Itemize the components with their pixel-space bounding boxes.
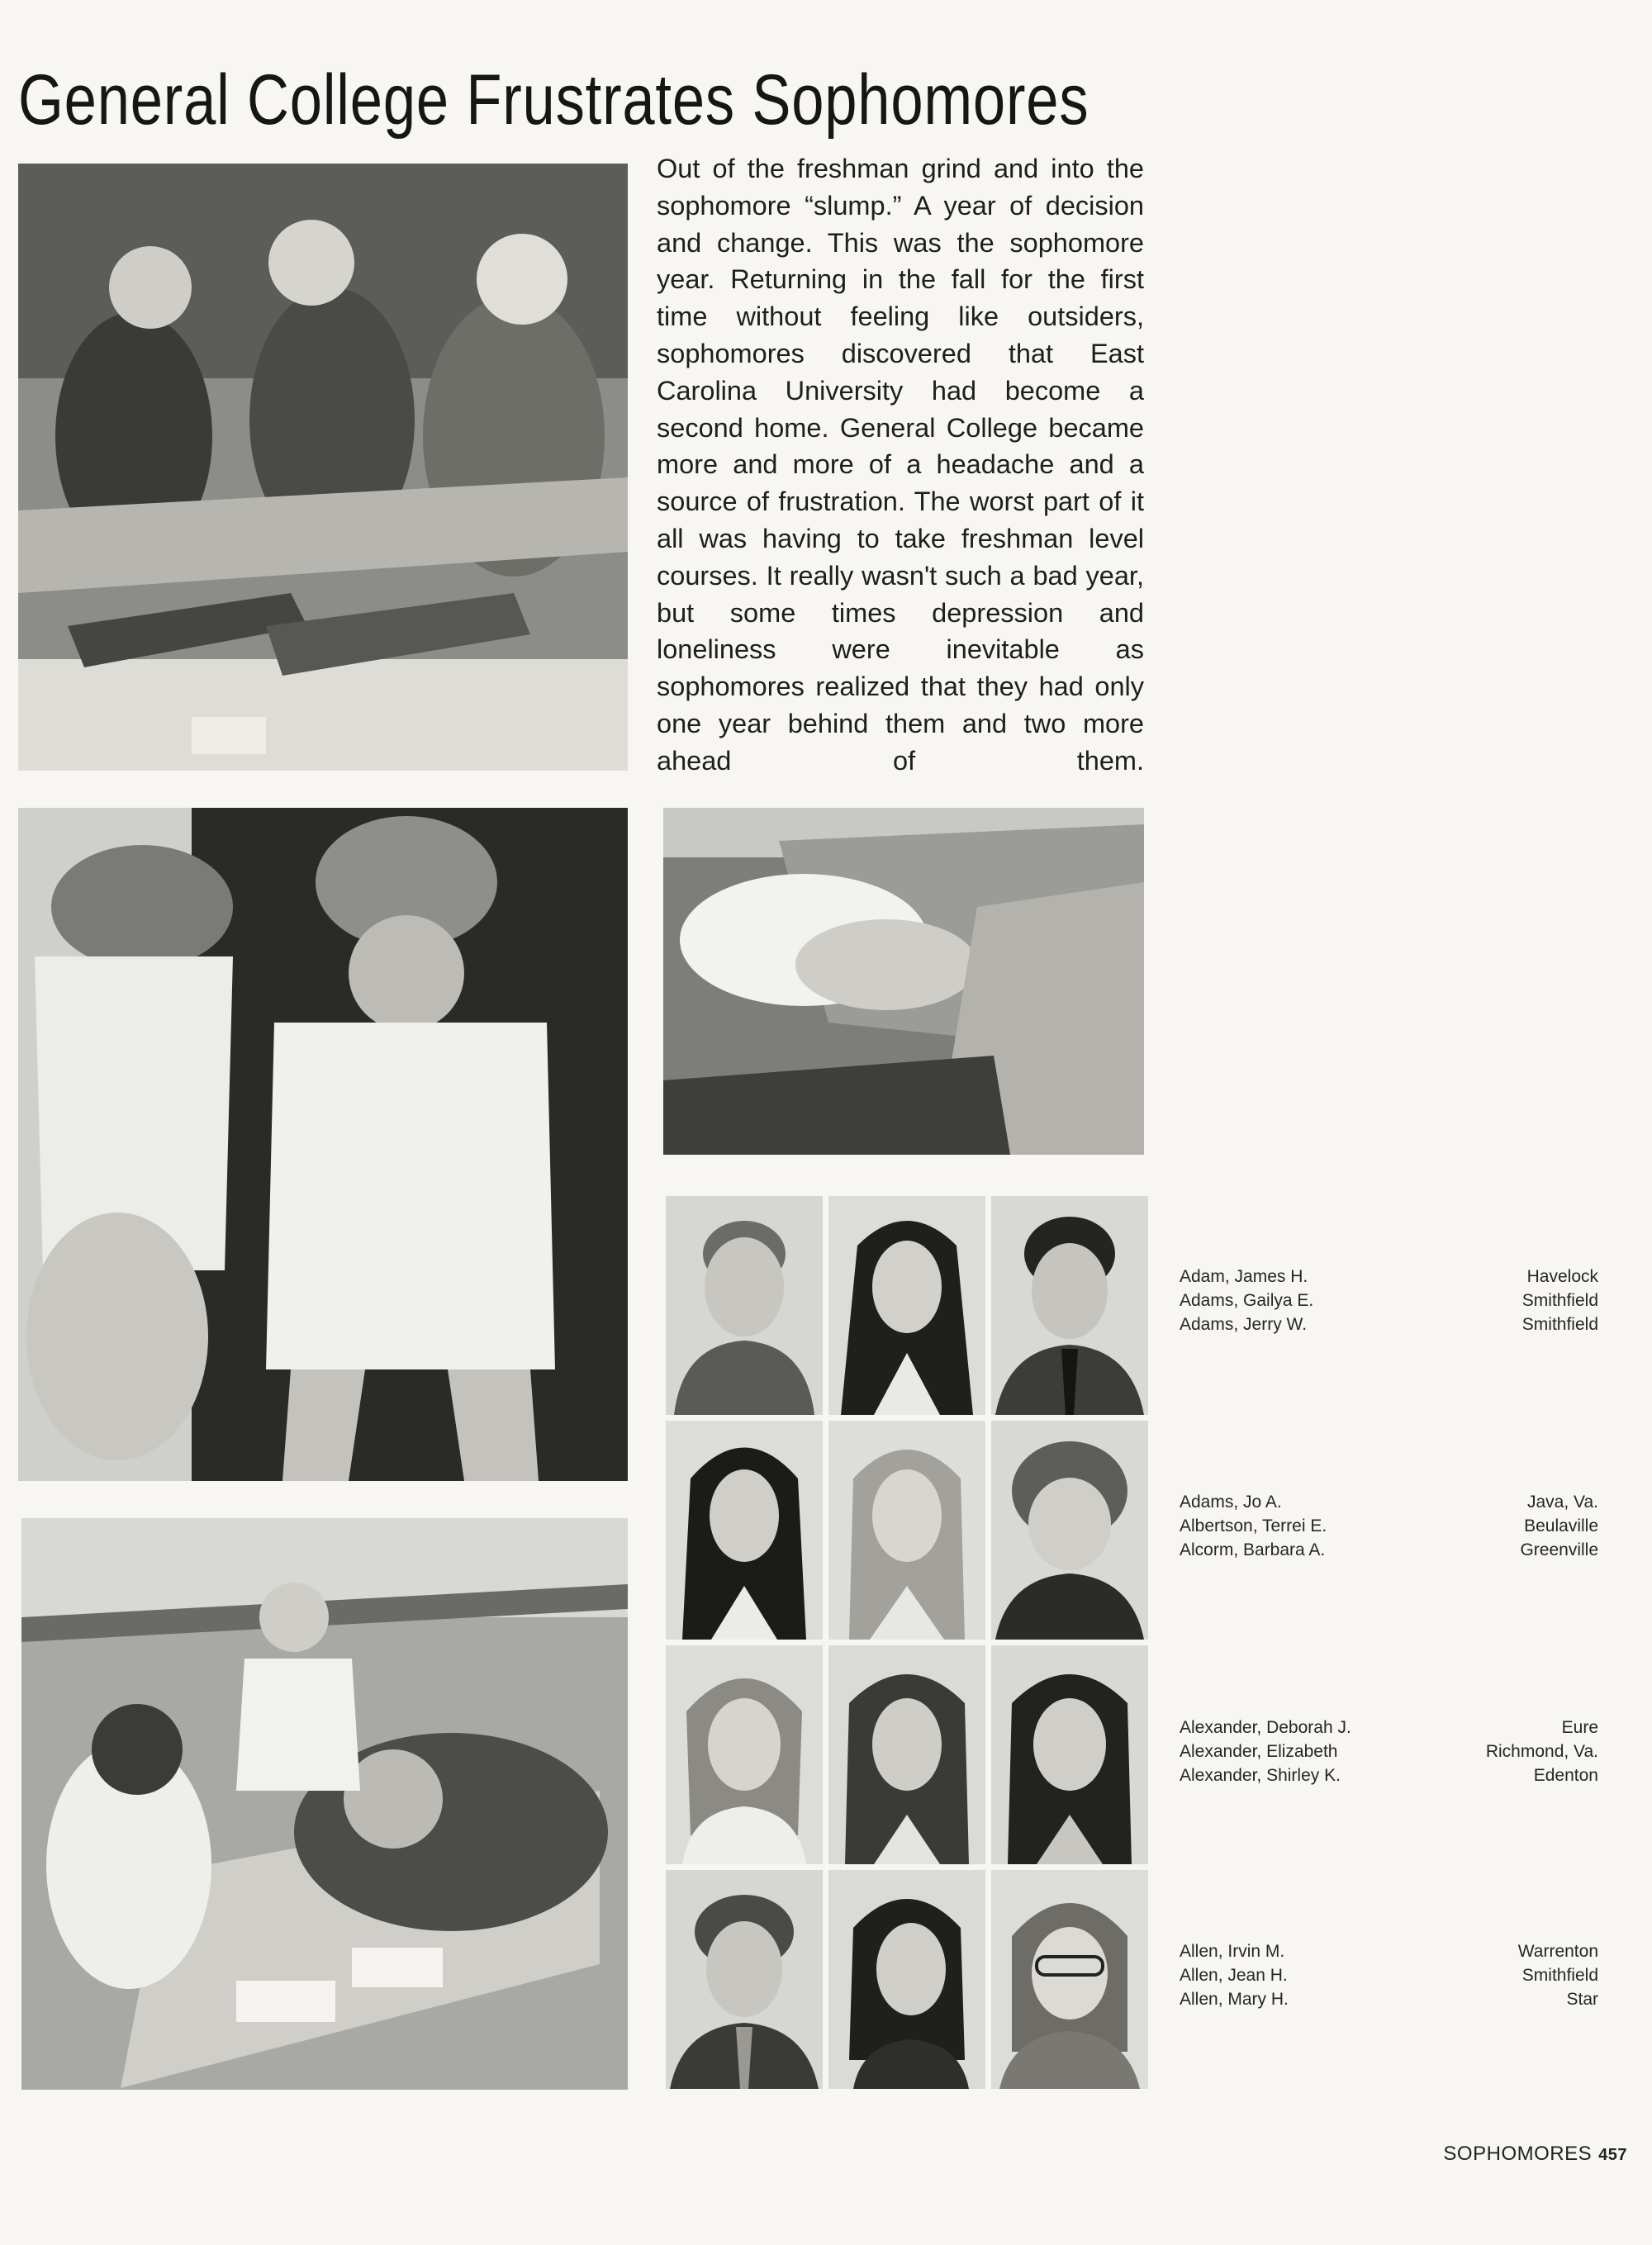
- student-name: Adam, James H.: [1180, 1267, 1308, 1286]
- student-hometown: Richmond, Va.: [1485, 1742, 1598, 1761]
- page-number: 457: [1598, 2146, 1627, 2164]
- portrait: [666, 1645, 823, 1864]
- portrait: [991, 1645, 1148, 1864]
- roster-group: [1180, 1939, 1598, 2014]
- student-name: Alexander, Shirley K.: [1180, 1766, 1341, 1785]
- student-name: Allen, Irvin M.: [1180, 1942, 1285, 1961]
- portrait: [666, 1421, 823, 1640]
- classroom-photo: [18, 164, 628, 771]
- sleeping-student-photo: [663, 808, 1144, 1155]
- student-hometown: Beulaville: [1524, 1516, 1598, 1535]
- student-hometown: Java, Va.: [1527, 1493, 1598, 1512]
- student-name: Allen, Jean H.: [1180, 1966, 1288, 1985]
- portrait: [828, 1196, 985, 1415]
- student-hometown: Greenville: [1520, 1540, 1598, 1559]
- student-hometown: Smithfield: [1521, 1315, 1598, 1334]
- body-paragraph: Out of the freshman grind and into the sophomore “slump.” A year of decision and change. This was the sophomore year. Returning in the fall for the first time without feeling like outsiders, sophomores discovered that East Carolina University had become a second home. General College became more and more of a headache and a source of frustration. The worst part of it all was having to take freshman level courses. It really wasn't such a bad year, but some times depression and loneliness were inevitable as sophomores realized that they had only one year behind them and two more ahead of them.: [657, 154, 1144, 776]
- student-name: Allen, Mary H.: [1180, 1990, 1289, 2009]
- student-name: Alcorm, Barbara A.: [1180, 1540, 1326, 1559]
- roster-group: [1180, 1490, 1598, 1564]
- roster-group: [1180, 1716, 1598, 1790]
- student-hometown: Smithfield: [1521, 1291, 1598, 1310]
- dorm-costume-photo: [18, 808, 628, 1481]
- student-hometown: Havelock: [1526, 1267, 1598, 1286]
- student-name: Adams, Jo A.: [1180, 1493, 1282, 1512]
- portrait: [991, 1870, 1148, 2089]
- page-footer: [1443, 2143, 1627, 2166]
- student-name: Alexander, Deborah J.: [1180, 1718, 1351, 1737]
- registration-photo: [21, 1518, 628, 2090]
- roster-group: [1180, 1265, 1598, 1339]
- footer-section-label: SOPHOMORES: [1443, 2143, 1593, 2165]
- student-name: Adams, Jerry W.: [1180, 1315, 1308, 1334]
- portrait: [828, 1870, 985, 2089]
- student-hometown: Edenton: [1533, 1766, 1598, 1785]
- portrait: [666, 1870, 823, 2089]
- student-hometown: Smithfield: [1521, 1966, 1598, 1985]
- student-hometown: Star: [1566, 1990, 1598, 2009]
- page-title: General College Frustrates Sophomores: [18, 60, 1089, 140]
- portrait: [828, 1645, 985, 1864]
- portrait: [991, 1196, 1148, 1415]
- portrait: [828, 1421, 985, 1640]
- student-hometown: Warrenton: [1517, 1942, 1598, 1961]
- student-name: Alexander, Elizabeth: [1180, 1742, 1338, 1761]
- portrait: [666, 1196, 823, 1415]
- student-name: Adams, Gailya E.: [1180, 1291, 1314, 1310]
- portrait: [991, 1421, 1148, 1640]
- student-hometown: Eure: [1561, 1718, 1598, 1737]
- student-name: Albertson, Terrei E.: [1180, 1516, 1327, 1535]
